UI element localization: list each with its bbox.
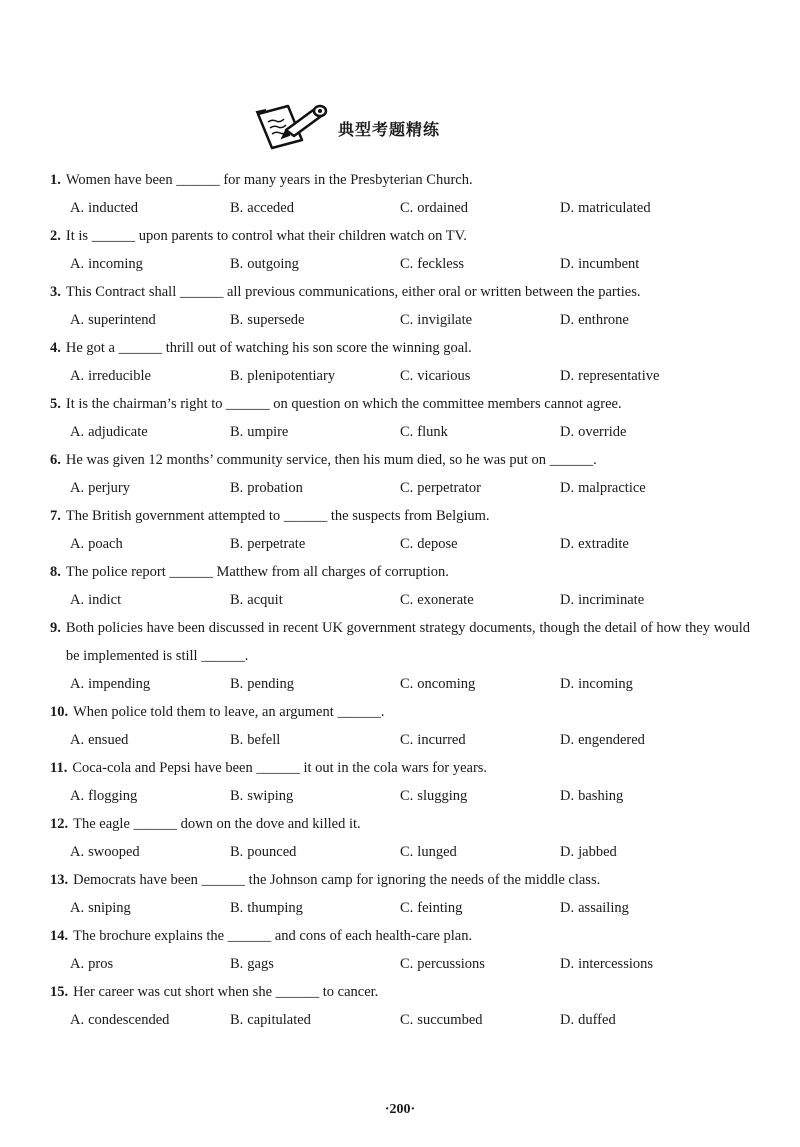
answer-options: [50, 530, 750, 558]
option-text: extradite: [578, 536, 629, 552]
option-letter: D.: [560, 480, 575, 496]
question-number: 6.: [50, 452, 61, 468]
section-title: 典型考题精练: [338, 119, 441, 139]
question-stem: [50, 810, 750, 838]
question-stem: [50, 502, 750, 530]
option-text: exonerate: [417, 592, 474, 608]
option-letter: C.: [400, 956, 414, 972]
question-number: 13.: [50, 872, 69, 888]
answer-option: [230, 306, 400, 334]
answer-options: [50, 726, 750, 754]
option-text: oncoming: [417, 676, 476, 692]
option-letter: B.: [230, 592, 244, 608]
answer-option: [230, 1006, 400, 1034]
answer-options: [50, 782, 750, 810]
option-text: depose: [417, 536, 458, 552]
option-letter: C.: [400, 592, 414, 608]
option-letter: D.: [560, 844, 575, 860]
option-text: matriculated: [578, 200, 651, 216]
answer-option: [560, 530, 720, 558]
question-stem: [50, 922, 750, 950]
option-letter: D.: [560, 368, 575, 384]
option-letter: C.: [400, 424, 414, 440]
option-letter: B.: [230, 732, 244, 748]
answer-option: [400, 586, 560, 614]
option-letter: A.: [70, 956, 85, 972]
option-text: pros: [88, 956, 114, 972]
answer-option: [560, 726, 720, 754]
question-stem: [50, 278, 750, 306]
option-text: acquit: [247, 592, 283, 608]
answer-option: [70, 418, 230, 446]
option-letter: D.: [560, 732, 575, 748]
answer-option: [70, 670, 230, 698]
answer-option: [400, 950, 560, 978]
option-letter: C.: [400, 536, 414, 552]
option-text: bashing: [578, 788, 624, 804]
question-text: Democrats have been ______ the Johnson camp for ignoring the needs of the middle class.: [73, 872, 601, 888]
option-letter: D.: [560, 676, 575, 692]
option-letter: C.: [400, 256, 414, 272]
answer-option: [560, 838, 720, 866]
option-text: supersede: [247, 312, 305, 328]
question-stem: [50, 866, 750, 894]
option-text: jabbed: [578, 844, 617, 860]
option-text: ensued: [88, 732, 129, 748]
option-text: incriminate: [578, 592, 645, 608]
option-letter: D.: [560, 788, 575, 804]
question-number: 11.: [50, 760, 68, 776]
option-text: override: [578, 424, 627, 440]
answer-option: [230, 362, 400, 390]
option-text: percussions: [417, 956, 485, 972]
question-number: 12.: [50, 816, 69, 832]
answer-option: [400, 362, 560, 390]
question-list: [50, 166, 750, 1034]
question-text: He was given 12 months’ community service, then his mum died, so he was put on ______.: [65, 452, 597, 468]
option-text: acceded: [247, 200, 294, 216]
option-letter: B.: [230, 312, 244, 328]
option-letter: B.: [230, 788, 244, 804]
option-letter: A.: [70, 676, 85, 692]
option-text: ordained: [417, 200, 469, 216]
question-stem: [50, 390, 750, 418]
option-text: irreducible: [88, 368, 151, 384]
answer-option: [560, 418, 720, 446]
option-text: pending: [247, 676, 295, 692]
option-letter: B.: [230, 424, 244, 440]
question-text: The brochure explains the ______ and cons of each health-care plan.: [73, 928, 473, 944]
option-letter: A.: [70, 256, 85, 272]
answer-option: [400, 838, 560, 866]
answer-options: [50, 1006, 750, 1034]
question-stem: [50, 978, 750, 1006]
option-letter: B.: [230, 1012, 244, 1028]
option-text: superintend: [88, 312, 156, 328]
option-letter: B.: [230, 536, 244, 552]
option-text: capitulated: [247, 1012, 311, 1028]
option-text: perpetrator: [417, 480, 481, 496]
answer-options: [50, 894, 750, 922]
option-text: enthrone: [578, 312, 629, 328]
answer-option: [230, 894, 400, 922]
option-text: lunged: [417, 844, 457, 860]
option-text: incoming: [578, 676, 633, 692]
question-item: [50, 502, 750, 558]
option-text: perpetrate: [247, 536, 306, 552]
option-text: flunk: [417, 424, 448, 440]
option-text: flogging: [88, 788, 138, 804]
option-text: incumbent: [578, 256, 640, 272]
answer-option: [230, 670, 400, 698]
option-letter: D.: [560, 312, 575, 328]
question-number: 1.: [50, 172, 61, 188]
answer-option: [70, 586, 230, 614]
question-number: 8.: [50, 564, 61, 580]
option-letter: B.: [230, 368, 244, 384]
page-number: ·200·: [384, 1102, 416, 1117]
answer-options: [50, 362, 750, 390]
option-text: outgoing: [247, 256, 299, 272]
option-letter: D.: [560, 424, 575, 440]
option-text: befell: [247, 732, 281, 748]
answer-option: [230, 194, 400, 222]
option-text: vicarious: [417, 368, 471, 384]
option-letter: A.: [70, 900, 85, 916]
option-text: incoming: [88, 256, 143, 272]
question-stem: [50, 698, 750, 726]
option-text: invigilate: [417, 312, 473, 328]
option-text: umpire: [247, 424, 289, 440]
option-text: representative: [578, 368, 660, 384]
answer-options: [50, 950, 750, 978]
answer-option: [560, 362, 720, 390]
answer-option: [400, 894, 560, 922]
question-number: 3.: [50, 284, 61, 300]
answer-option: [70, 530, 230, 558]
question-number: 9.: [50, 620, 61, 636]
option-letter: A.: [70, 592, 85, 608]
question-number: 14.: [50, 928, 69, 944]
answer-option: [560, 782, 720, 810]
question-stem: [50, 166, 750, 194]
question-text: This Contract shall ______ all previous communications, either oral or written between the parties.: [65, 284, 641, 300]
question-item: [50, 558, 750, 614]
option-text: swiping: [247, 788, 294, 804]
option-text: slugging: [417, 788, 468, 804]
question-number: 7.: [50, 508, 61, 524]
option-letter: B.: [230, 200, 244, 216]
question-item: [50, 166, 750, 222]
option-letter: B.: [230, 676, 244, 692]
answer-option: [560, 194, 720, 222]
answer-option: [560, 1006, 720, 1034]
question-item: [50, 698, 750, 754]
answer-option: [400, 530, 560, 558]
option-letter: C.: [400, 844, 414, 860]
answer-option: [400, 250, 560, 278]
option-letter: C.: [400, 200, 414, 216]
answer-option: [400, 726, 560, 754]
option-letter: C.: [400, 732, 414, 748]
pen-writing-paper-icon: [254, 100, 332, 150]
option-text: sniping: [88, 900, 131, 916]
option-letter: D.: [560, 592, 575, 608]
answer-option: [400, 306, 560, 334]
option-letter: A.: [70, 312, 85, 328]
option-text: pounced: [247, 844, 297, 860]
option-letter: C.: [400, 788, 414, 804]
option-text: indict: [88, 592, 122, 608]
question-text: It is the chairman’s right to ______ on question on which the committee members cannot agree.: [65, 396, 622, 412]
option-letter: D.: [560, 200, 575, 216]
question-text: Women have been ______ for many years in the Presbyterian Church.: [65, 172, 473, 188]
option-text: poach: [88, 536, 123, 552]
answer-option: [560, 950, 720, 978]
question-text: It is ______ upon parents to control what their children watch on TV.: [65, 228, 467, 244]
option-letter: C.: [400, 368, 414, 384]
answer-option: [560, 586, 720, 614]
answer-options: [50, 838, 750, 866]
answer-options: [50, 474, 750, 502]
answer-option: [70, 474, 230, 502]
option-letter: C.: [400, 676, 414, 692]
answer-option: [400, 1006, 560, 1034]
option-text: thumping: [247, 900, 303, 916]
answer-option: [70, 362, 230, 390]
answer-option: [400, 418, 560, 446]
option-text: succumbed: [417, 1012, 483, 1028]
option-text: feinting: [417, 900, 463, 916]
option-letter: A.: [70, 424, 85, 440]
answer-option: [230, 474, 400, 502]
question-text: The British government attempted to ______ the suspects from Belgium.: [65, 508, 490, 524]
question-text: Coca-cola and Pepsi have been ______ it out in the cola wars for years.: [72, 760, 488, 776]
option-text: inducted: [88, 200, 139, 216]
section-header: [254, 100, 440, 150]
option-letter: A.: [70, 200, 85, 216]
option-text: condescended: [88, 1012, 170, 1028]
option-letter: D.: [560, 900, 575, 916]
answer-option: [230, 838, 400, 866]
question-stem: [50, 558, 750, 586]
option-letter: D.: [560, 536, 575, 552]
answer-options: [50, 418, 750, 446]
question-item: [50, 810, 750, 866]
question-item: [50, 222, 750, 278]
option-text: swooped: [88, 844, 140, 860]
answer-options: [50, 670, 750, 698]
question-text: Her career was cut short when she ______ to cancer.: [73, 984, 379, 1000]
answer-option: [230, 250, 400, 278]
option-letter: A.: [70, 788, 85, 804]
answer-options: [50, 306, 750, 334]
option-text: malpractice: [578, 480, 646, 496]
question-item: [50, 390, 750, 446]
question-text: The police report ______ Matthew from all charges of corruption.: [65, 564, 449, 580]
option-letter: A.: [70, 1012, 85, 1028]
option-letter: B.: [230, 900, 244, 916]
answer-options: [50, 194, 750, 222]
option-text: engendered: [578, 732, 645, 748]
question-text: He got a ______ thrill out of watching his son score the winning goal.: [65, 340, 472, 356]
option-letter: C.: [400, 312, 414, 328]
option-text: incurred: [417, 732, 466, 748]
answer-option: [400, 782, 560, 810]
option-letter: B.: [230, 480, 244, 496]
option-letter: D.: [560, 956, 575, 972]
answer-option: [560, 670, 720, 698]
answer-option: [400, 670, 560, 698]
option-letter: C.: [400, 900, 414, 916]
option-text: feckless: [417, 256, 464, 272]
option-text: intercessions: [578, 956, 654, 972]
option-text: perjury: [88, 480, 130, 496]
option-letter: C.: [400, 1012, 414, 1028]
answer-option: [230, 530, 400, 558]
answer-option: [70, 950, 230, 978]
option-text: duffed: [578, 1012, 616, 1028]
option-text: probation: [247, 480, 303, 496]
question-text: The eagle ______ down on the dove and killed it.: [73, 816, 361, 832]
question-item: [50, 754, 750, 810]
answer-option: [70, 306, 230, 334]
option-letter: D.: [560, 256, 575, 272]
answer-options: [50, 586, 750, 614]
question-number: 2.: [50, 228, 61, 244]
answer-option: [230, 418, 400, 446]
option-text: gags: [247, 956, 274, 972]
question-stem: [50, 222, 750, 250]
answer-option: [70, 726, 230, 754]
answer-option: [70, 250, 230, 278]
question-number: 5.: [50, 396, 61, 412]
question-item: [50, 614, 750, 698]
option-letter: A.: [70, 536, 85, 552]
answer-option: [560, 306, 720, 334]
option-letter: A.: [70, 480, 85, 496]
question-number: 10.: [50, 704, 69, 720]
answer-option: [230, 586, 400, 614]
option-text: assailing: [578, 900, 629, 916]
question-text: When police told them to leave, an argument ______.: [73, 704, 385, 720]
option-letter: B.: [230, 256, 244, 272]
answer-option: [70, 1006, 230, 1034]
answer-option: [70, 838, 230, 866]
answer-option: [70, 194, 230, 222]
question-stem: [50, 446, 750, 474]
option-letter: A.: [70, 368, 85, 384]
question-item: [50, 334, 750, 390]
option-text: impending: [88, 676, 151, 692]
option-text: adjudicate: [88, 424, 148, 440]
answer-option: [560, 250, 720, 278]
answer-option: [400, 194, 560, 222]
question-stem: [50, 334, 750, 362]
question-item: [50, 922, 750, 978]
answer-option: [230, 726, 400, 754]
option-letter: B.: [230, 956, 244, 972]
question-number: 4.: [50, 340, 61, 356]
option-letter: C.: [400, 480, 414, 496]
question-item: [50, 866, 750, 922]
question-item: [50, 978, 750, 1034]
option-text: plenipotentiary: [247, 368, 336, 384]
question-number: 15.: [50, 984, 69, 1000]
answer-option: [230, 782, 400, 810]
question-stem: [50, 614, 750, 670]
answer-option: [560, 474, 720, 502]
option-letter: A.: [70, 732, 85, 748]
answer-option: [70, 782, 230, 810]
question-text: Both policies have been discussed in recent UK government strategy documents, though the detail of how they would be implemented is still ______.: [65, 620, 750, 664]
answer-option: [230, 950, 400, 978]
answer-option: [560, 894, 720, 922]
option-letter: B.: [230, 844, 244, 860]
question-item: [50, 446, 750, 502]
answer-option: [70, 894, 230, 922]
question-item: [50, 278, 750, 334]
option-letter: D.: [560, 1012, 575, 1028]
option-letter: A.: [70, 844, 85, 860]
question-stem: [50, 754, 750, 782]
answer-option: [400, 474, 560, 502]
answer-options: [50, 250, 750, 278]
